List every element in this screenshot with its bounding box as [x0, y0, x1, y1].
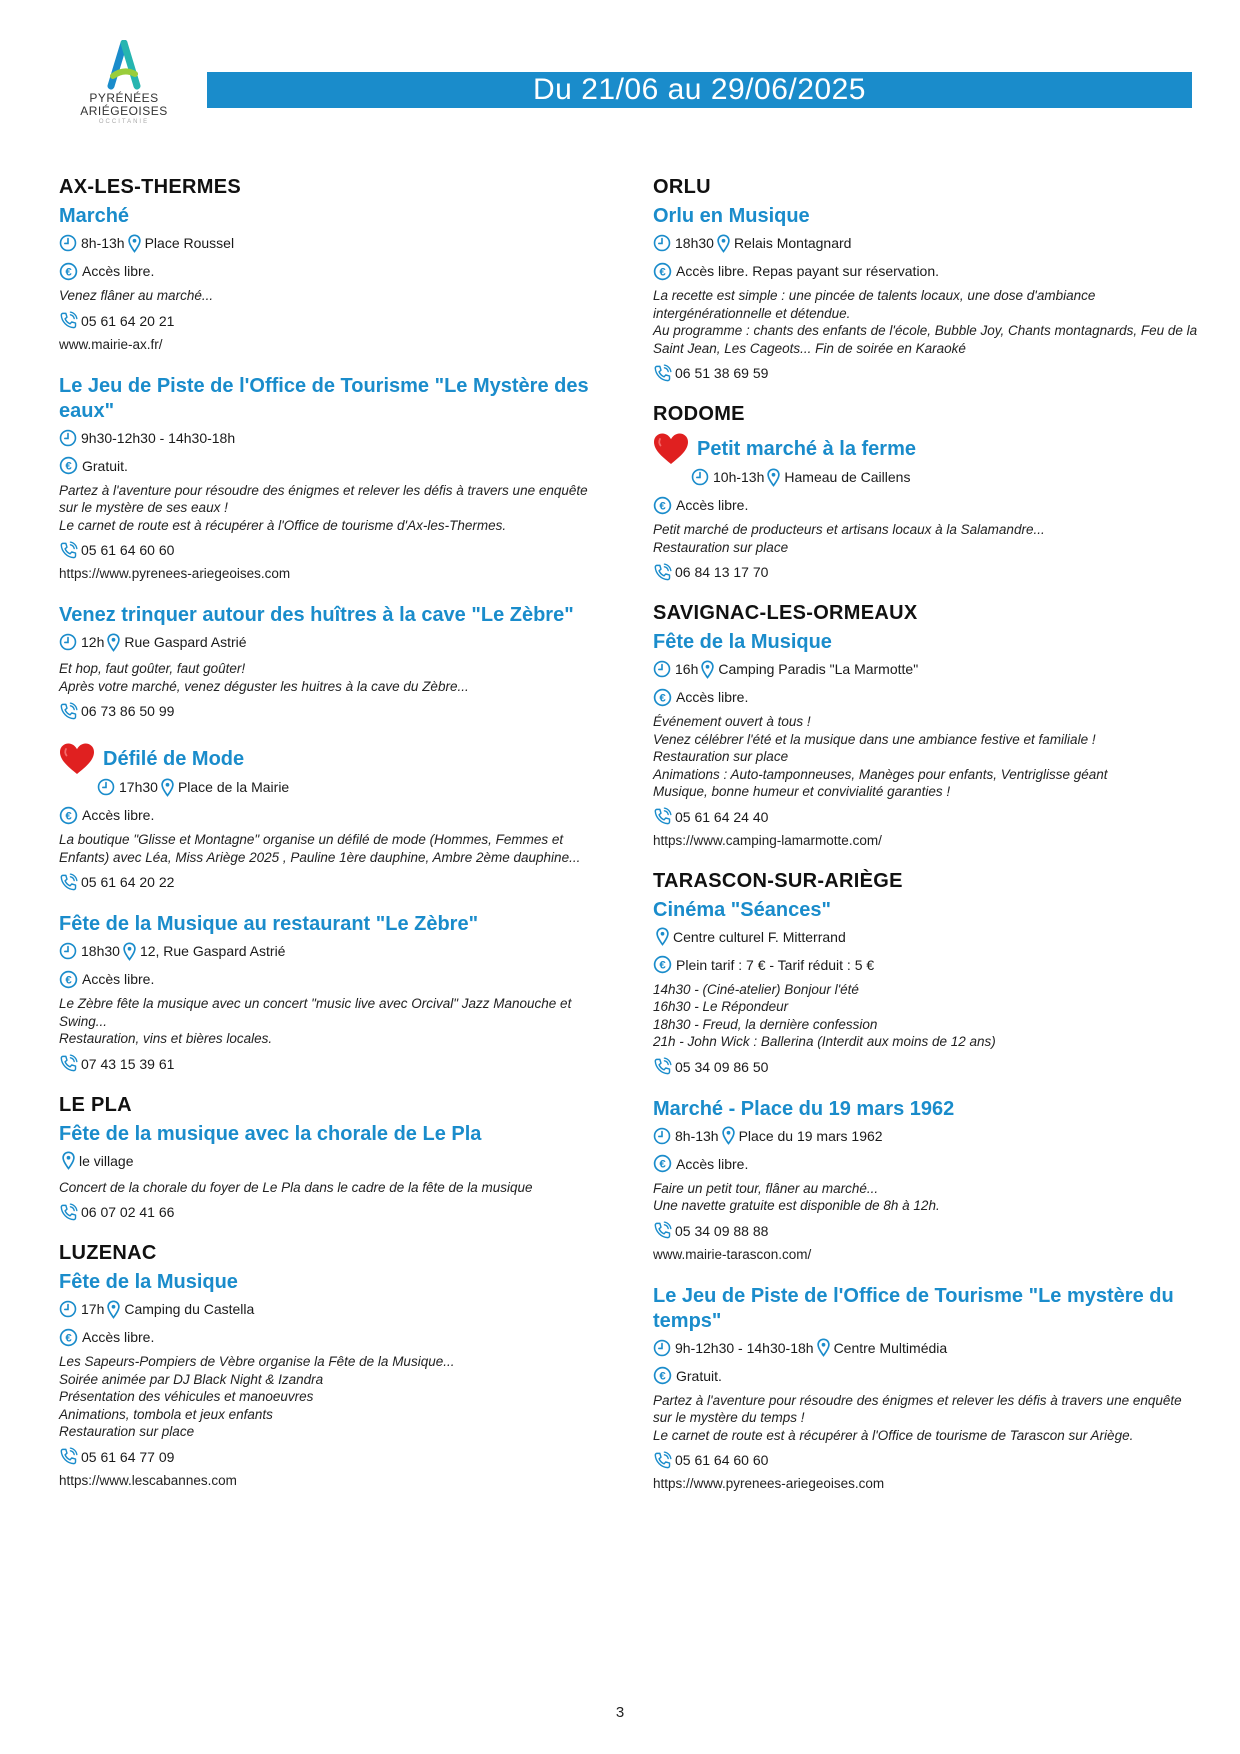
- svg-text:€: €: [65, 974, 72, 987]
- price-row: [653, 1154, 1198, 1174]
- website-link[interactable]: https://www.pyrenees-ariegeoises.com: [653, 1476, 885, 1491]
- event-time: 18h30: [675, 235, 714, 251]
- clock-icon: [653, 1127, 671, 1145]
- svg-text:€: €: [659, 959, 666, 972]
- svg-text:€: €: [659, 1158, 666, 1171]
- euro-icon: [653, 955, 672, 974]
- city-section: [59, 1094, 604, 1223]
- phone-icon: [59, 1203, 78, 1222]
- euro-icon: [59, 970, 78, 989]
- phone-number: 06 07 02 41 66: [81, 1204, 175, 1220]
- city-section: [653, 602, 1198, 850]
- event-title: Cinéma "Séances": [653, 898, 831, 921]
- clock-icon: [59, 1300, 77, 1318]
- description-line: Après votre marché, venez déguster les huitres à la cave du Zèbre...: [59, 678, 469, 694]
- description-line: 18h30 - Freud, la dernière confession: [653, 1016, 878, 1032]
- event-price: Accès libre.: [676, 497, 749, 513]
- phone-row: [59, 311, 604, 331]
- time-place-row: [653, 1126, 1198, 1146]
- event-item: [59, 603, 604, 721]
- website-link[interactable]: www.mairie-tarascon.com/: [653, 1246, 812, 1262]
- event-title: Marché: [59, 205, 130, 227]
- event-place: Centre Multimédia: [833, 1339, 948, 1356]
- event-price: Accès libre.: [82, 1329, 155, 1345]
- time-place-row: [653, 1338, 1198, 1358]
- phone-icon: [59, 1447, 78, 1466]
- clock-icon: [59, 234, 77, 252]
- event-time: 9h-12h30 - 14h30-18h: [675, 1339, 814, 1356]
- time-place-row: [59, 632, 604, 652]
- event-time: 9h30-12h30 - 14h30-18h: [81, 429, 236, 446]
- phone-icon: [59, 1054, 78, 1073]
- description-line: Restauration sur place: [653, 539, 789, 555]
- euro-icon: [59, 806, 78, 825]
- description-line: Restauration, vins et bières locales.: [59, 1031, 273, 1046]
- event-item: [59, 912, 604, 1074]
- logo: [74, 40, 174, 126]
- event-description: [653, 713, 1198, 801]
- phone-number: 05 61 64 20 22: [81, 874, 175, 890]
- clock-icon: [653, 660, 671, 678]
- right-column: [653, 176, 1198, 1513]
- event-title: Défilé de Mode: [103, 747, 245, 770]
- description-line: Animations, tombola et jeux enfants: [59, 1406, 273, 1422]
- event-description: [59, 1179, 604, 1197]
- euro-icon: [653, 262, 672, 281]
- svg-text:€: €: [65, 266, 72, 279]
- page-number: 3: [615, 1704, 625, 1721]
- phone-number: 05 34 09 88 88: [675, 1222, 769, 1239]
- event-price: Gratuit.: [82, 457, 128, 474]
- city-heading: LUZENAC: [59, 1242, 157, 1264]
- city-section: [653, 403, 1198, 582]
- city-section: [59, 1242, 604, 1490]
- location-pin-icon: [161, 778, 174, 797]
- heart-icon: [651, 431, 691, 467]
- description-line: Au programme : chants des enfants de l'école, Bubble Joy, Chants montagnards, Feu de la Saint Jean, Les Cageots... Fin de soirée en Karaoké: [653, 323, 1198, 356]
- euro-icon: [59, 1328, 78, 1347]
- event-title: Le Jeu de Piste de l'Office de Tourisme "Le Mystère des eaux": [59, 374, 589, 422]
- description-line: Les Sapeurs-Pompiers de Vèbre organise la Fête de la Musique...: [59, 1354, 455, 1369]
- location-pin-icon: [656, 927, 669, 946]
- event-item: [653, 1097, 1198, 1264]
- phone-number: 05 34 09 86 50: [675, 1058, 769, 1075]
- clock-icon: [691, 468, 709, 486]
- phone-number: 06 51 38 69 59: [675, 365, 769, 381]
- svg-text:€: €: [659, 1370, 666, 1383]
- event-time: 8h-13h: [675, 1127, 719, 1144]
- event-title: Fête de la Musique: [59, 1271, 238, 1293]
- city-heading: ORLU: [653, 176, 711, 198]
- description-line: 21h - John Wick : Ballerina (Interdit aux moins de 12 ans): [653, 1034, 996, 1049]
- city-section: [653, 870, 1198, 1494]
- event-time: 18h30: [81, 943, 120, 959]
- event-price: Gratuit.: [676, 1367, 722, 1384]
- euro-icon: [653, 1366, 672, 1385]
- price-row: [59, 456, 604, 476]
- phone-number: 05 61 64 77 09: [81, 1448, 175, 1465]
- phone-row: [59, 872, 604, 892]
- event-time: 10h-13h: [713, 469, 765, 485]
- phone-number: 05 61 64 24 40: [675, 808, 769, 825]
- event-place: Hameau de Caillens: [784, 469, 911, 485]
- event-time: 17h30: [119, 779, 158, 795]
- event-time: 12h: [81, 634, 105, 650]
- city-heading: LE PLA: [59, 1093, 132, 1116]
- event-title: Marché - Place du 19 mars 1962: [653, 1097, 955, 1120]
- event-item: [653, 204, 1198, 383]
- time-place-row: [59, 233, 604, 253]
- description-line: Restauration sur place: [59, 1424, 195, 1439]
- city-heading: RODOME: [653, 403, 745, 425]
- location-pin-icon: [722, 1126, 735, 1145]
- location-pin-icon: [128, 234, 141, 253]
- phone-icon: [653, 807, 672, 826]
- event-description: [59, 831, 604, 866]
- svg-text:€: €: [65, 1332, 72, 1345]
- event-place: le village: [79, 1152, 134, 1169]
- description-line: 16h30 - Le Répondeur: [653, 999, 789, 1014]
- phone-row: [653, 807, 1198, 827]
- description-line: La boutique "Glisse et Montagne" organise un défilé de mode (Hommes, Femmes et Enfants) avec Léa, Miss Ariège 2025 , Pauline 1ère dauphine, Ambre 2ème dauphine...: [59, 832, 581, 865]
- euro-icon: [653, 1154, 672, 1173]
- phone-row: [653, 1450, 1198, 1470]
- phone-icon: [653, 364, 672, 383]
- description-line: Événement ouvert à tous !: [653, 714, 811, 729]
- event-price: Accès libre. Repas payant sur réservation.: [676, 263, 940, 279]
- location-pin-icon: [107, 1300, 120, 1319]
- event-price: Accès libre.: [676, 689, 749, 705]
- event-place: Camping du Castella: [124, 1301, 255, 1317]
- description-line: 14h30 - (Ciné-atelier) Bonjour l'été: [653, 981, 859, 997]
- euro-icon: [59, 262, 78, 281]
- event-header: [653, 431, 1198, 467]
- phone-icon: [59, 311, 78, 330]
- svg-text:€: €: [65, 810, 72, 823]
- phone-icon: [59, 702, 78, 721]
- price-row: [59, 1327, 604, 1347]
- event-item: [59, 741, 604, 892]
- event-place: Camping Paradis "La Marmotte": [718, 661, 919, 677]
- event-price: Accès libre.: [82, 971, 155, 987]
- phone-number: 06 73 86 50 99: [81, 703, 175, 719]
- svg-text:€: €: [65, 460, 72, 473]
- time-place-row: [59, 1299, 604, 1319]
- phone-number: 05 61 64 20 21: [81, 312, 175, 329]
- location-pin-icon: [107, 633, 120, 652]
- event-place: Relais Montagnard: [733, 235, 852, 251]
- location-pin-icon: [767, 468, 780, 487]
- logo-text-ariegeoises: ARIÉGEOISES: [80, 104, 168, 118]
- description-line: Et hop, faut goûter, faut goûter!: [59, 661, 246, 676]
- event-place: Place Roussel: [144, 235, 235, 251]
- left-column: [59, 176, 604, 1510]
- price-row: [653, 261, 1198, 281]
- phone-row: [653, 363, 1198, 383]
- price-row: [653, 1366, 1198, 1386]
- clock-icon: [59, 633, 77, 651]
- clock-icon: [653, 234, 671, 252]
- phone-icon: [653, 1221, 672, 1240]
- time-place-row: [59, 428, 604, 448]
- event-description: [59, 1353, 604, 1441]
- description-line: La recette est simple : une pincée de talents locaux, une dose d'ambiance intergénérationnelle et détendue.: [653, 288, 1096, 321]
- website-link[interactable]: www.mairie-ax.fr/: [59, 336, 163, 352]
- time-place-row: [653, 927, 1198, 947]
- description-line: Animations : Auto-tamponneuses, Manèges pour enfants, Ventriglisse géant: [653, 766, 1108, 782]
- clock-icon: [97, 778, 115, 796]
- description-line: Soirée animée par DJ Black Night & Izandra: [59, 1371, 324, 1387]
- event-description: [653, 981, 1198, 1051]
- city-section: [59, 176, 604, 1074]
- phone-row: [59, 540, 604, 560]
- description-line: Partez à l'aventure pour résoudre des énigmes et relever les défis à travers une enquête sur le mystère de ses eaux !: [59, 482, 588, 515]
- event-title: Venez trinquer autour des huîtres à la cave "Le Zèbre": [59, 604, 574, 626]
- city-heading: SAVIGNAC-LES-ORMEAUX: [653, 602, 918, 624]
- website-link[interactable]: https://www.camping-lamarmotte.com/: [653, 832, 882, 848]
- price-row: [653, 955, 1198, 975]
- city-heading: TARASCON-SUR-ARIÈGE: [653, 869, 903, 892]
- event-item: [59, 1270, 604, 1490]
- price-row: [59, 261, 604, 281]
- event-description: [59, 660, 604, 695]
- event-title: Fête de la musique avec la chorale de Le Pla: [59, 1122, 482, 1145]
- phone-icon: [59, 873, 78, 892]
- phone-icon: [653, 563, 672, 582]
- location-pin-icon: [717, 234, 730, 253]
- clock-icon: [59, 942, 77, 960]
- event-place: Place du 19 mars 1962: [738, 1127, 883, 1144]
- event-price: Accès libre.: [82, 807, 155, 823]
- phone-number: 05 61 64 60 60: [675, 1452, 769, 1468]
- description-line: Venez célébrer l'été et la musique dans une ambiance festive et familiale !: [653, 731, 1096, 747]
- phone-row: [653, 1221, 1198, 1241]
- svg-text:€: €: [659, 500, 666, 513]
- event-time: 8h-13h: [81, 235, 125, 251]
- price-row: [59, 969, 604, 989]
- event-title: Petit marché à la ferme: [697, 437, 916, 460]
- description-line: Le Zèbre fête la musique avec un concert "music live avec Orcival" Jazz Manouche et Swing...: [59, 996, 572, 1029]
- event-item: [653, 431, 1198, 582]
- event-description: [653, 1180, 1198, 1215]
- description-line: Petit marché de producteurs et artisans locaux à la Salamandre...: [653, 522, 1045, 537]
- price-row: [59, 805, 604, 825]
- phone-row: [59, 701, 604, 721]
- event-title: Orlu en Musique: [653, 205, 810, 227]
- phone-row: [59, 1054, 604, 1074]
- logo-text-occitanie: OCCITANIE: [98, 119, 150, 125]
- clock-icon: [59, 429, 77, 447]
- euro-icon: [653, 496, 672, 515]
- website-link[interactable]: https://www.lescabannes.com: [59, 1472, 237, 1488]
- time-place-row: [59, 941, 604, 961]
- phone-number: 07 43 15 39 61: [81, 1055, 175, 1072]
- location-pin-icon: [62, 1151, 75, 1170]
- event-place: 12, Rue Gaspard Astrié: [139, 943, 286, 959]
- phone-number: 05 61 64 60 60: [81, 542, 175, 558]
- phone-icon: [653, 1057, 672, 1076]
- description-line: Présentation des véhicules et manoeuvres: [59, 1389, 314, 1404]
- event-description: [59, 995, 604, 1048]
- description-line: Venez flâner au marché...: [59, 288, 214, 303]
- description-line: Restauration sur place: [653, 749, 789, 764]
- event-title: Fête de la Musique: [653, 631, 832, 653]
- date-banner: Du 21/06 au 29/06/2025: [207, 72, 1192, 108]
- city-heading: AX-LES-THERMES: [59, 176, 241, 198]
- event-place: Rue Gaspard Astrié: [124, 634, 247, 650]
- time-place-row: [653, 467, 1198, 487]
- event-place: Place de la Mairie: [177, 779, 290, 795]
- heart-icon: [57, 741, 97, 777]
- location-pin-icon: [817, 1338, 830, 1357]
- location-pin-icon: [701, 660, 714, 679]
- event-item: [59, 374, 604, 584]
- euro-icon: [653, 688, 672, 707]
- euro-icon: [59, 456, 78, 475]
- location-pin-icon: [123, 942, 136, 961]
- phone-icon: [653, 1451, 672, 1470]
- event-item: [653, 630, 1198, 850]
- event-item: [653, 1284, 1198, 1494]
- website-link[interactable]: https://www.pyrenees-ariegeoises.com: [59, 566, 291, 581]
- description-line: Le carnet de route est à récupérer à l'Office de tourisme d'Ax-les-Thermes.: [59, 517, 507, 533]
- event-place: Centre culturel F. Mitterrand: [673, 928, 846, 945]
- logo-text-pyrenees: PYRÉNÉES: [89, 91, 159, 105]
- time-place-row: [59, 777, 604, 797]
- event-description: [59, 482, 604, 535]
- event-title: Le Jeu de Piste de l'Office de Tourisme "Le mystère du temps": [653, 1284, 1174, 1332]
- time-place-row: [653, 659, 1198, 679]
- event-price: Accès libre.: [82, 263, 155, 279]
- time-place-row: [653, 233, 1198, 253]
- phone-number: 06 84 13 17 70: [675, 564, 769, 580]
- event-time: 16h: [675, 661, 699, 677]
- event-description: [653, 521, 1198, 556]
- phone-icon: [59, 541, 78, 560]
- description-line: Concert de la chorale du foyer de Le Pla dans le cadre de la fête de la musique: [59, 1179, 533, 1195]
- event-item: [59, 1122, 604, 1223]
- svg-text:€: €: [659, 266, 666, 279]
- phone-row: [59, 1447, 604, 1467]
- event-time: 17h: [81, 1301, 105, 1317]
- phone-row: [59, 1202, 604, 1222]
- event-title: Fête de la Musique au restaurant "Le Zèbre": [59, 913, 479, 935]
- event-description: [59, 287, 604, 305]
- price-row: [653, 687, 1198, 707]
- event-price: Accès libre.: [676, 1155, 749, 1172]
- phone-row: [653, 1057, 1198, 1077]
- phone-row: [653, 562, 1198, 582]
- event-description: [653, 1392, 1198, 1445]
- event-description: [653, 287, 1198, 357]
- logo-mark-icon: [104, 40, 144, 92]
- event-price: Plein tarif : 7 € - Tarif réduit : 5 €: [676, 956, 875, 973]
- clock-icon: [653, 1339, 671, 1357]
- description-line: Une navette gratuite est disponible de 8h à 12h.: [653, 1198, 940, 1213]
- event-item: [653, 898, 1198, 1077]
- description-line: Faire un petit tour, flâner au marché...: [653, 1180, 879, 1196]
- event-header: [59, 741, 604, 777]
- time-place-row: [59, 1151, 604, 1171]
- svg-text:€: €: [659, 692, 666, 705]
- description-line: Musique, bonne humeur et convivialité garanties !: [653, 784, 951, 799]
- description-line: Partez à l'aventure pour résoudre des énigmes et relever les défis à travers une enquête sur le mystère du temps !: [653, 1392, 1182, 1425]
- event-item: [59, 204, 604, 354]
- city-section: [653, 176, 1198, 383]
- price-row: [653, 495, 1198, 515]
- description-line: Le carnet de route est à récupérer à l'Office de tourisme de Tarascon sur Ariège.: [653, 1427, 1134, 1443]
